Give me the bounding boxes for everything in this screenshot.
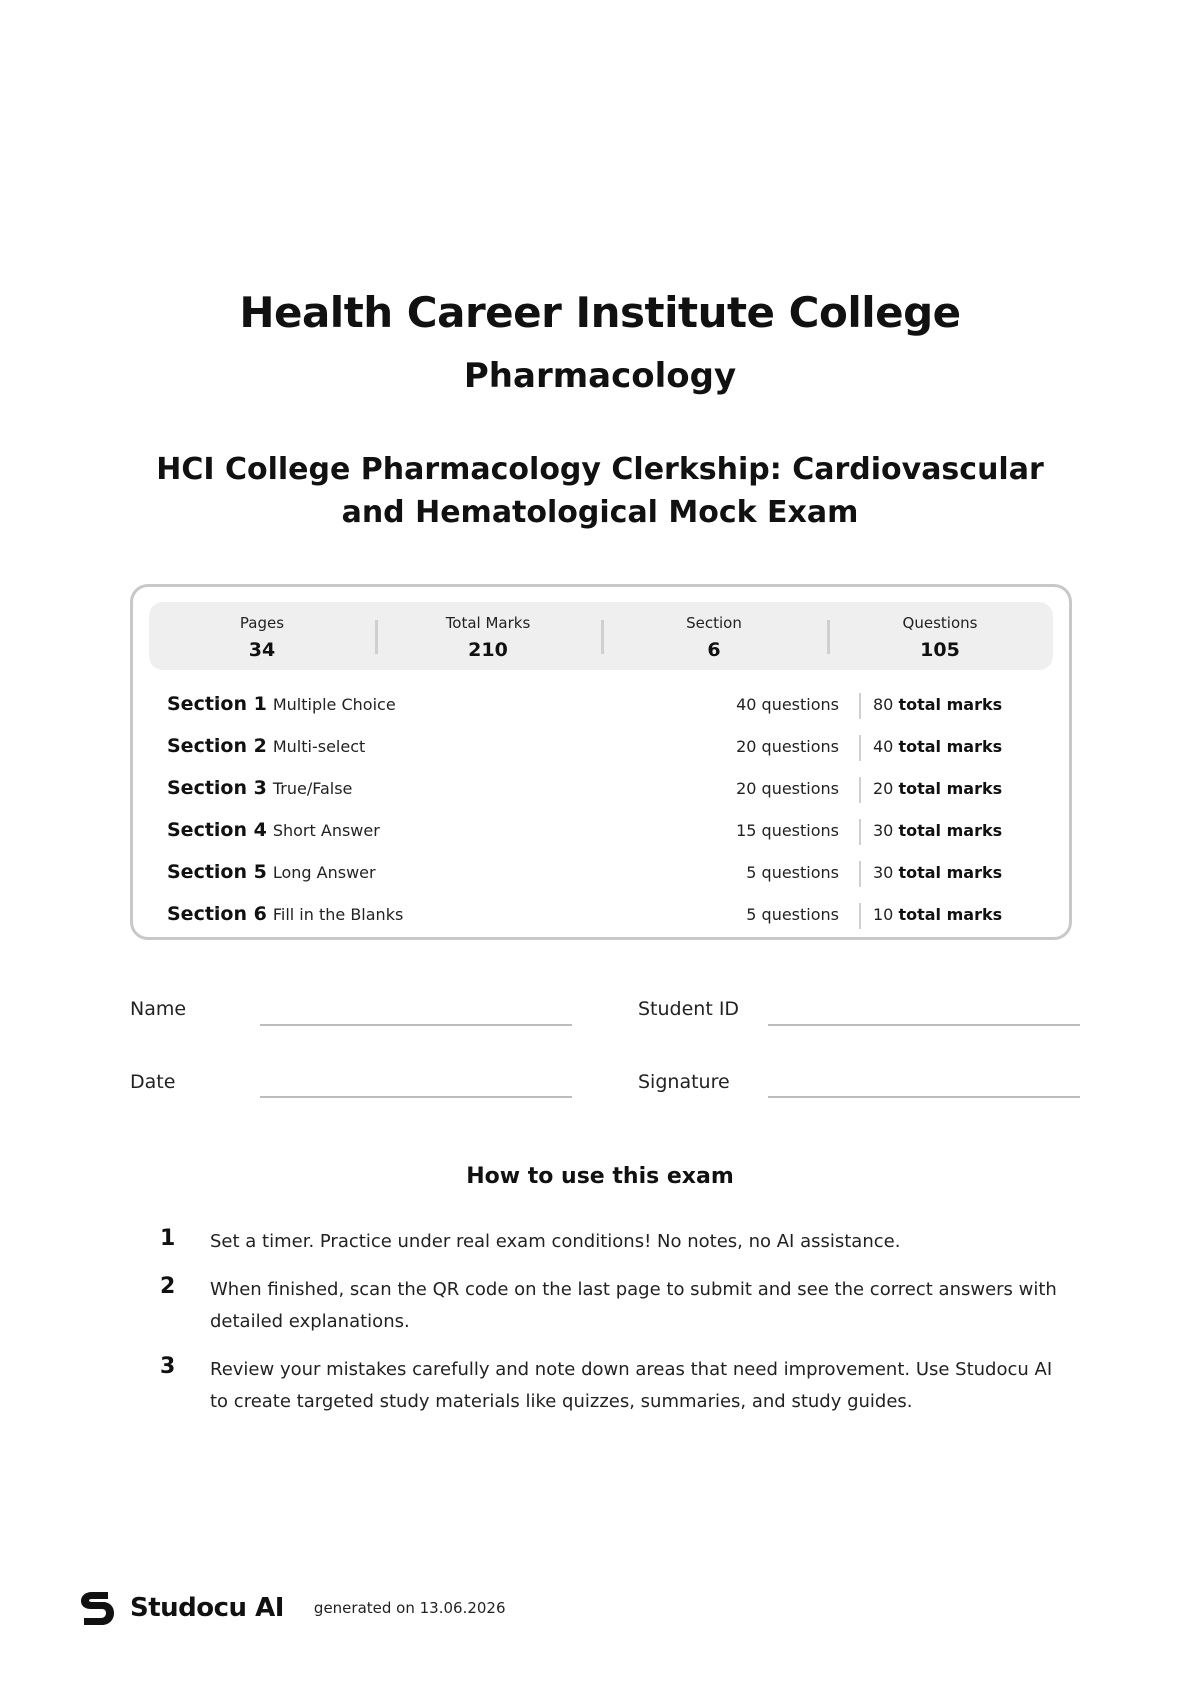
date-field-line[interactable] [260,1096,572,1098]
section-row [167,811,1045,853]
stat-total-marks [375,602,601,670]
date-field-label: Date [130,1071,176,1093]
section-marks-label: total marks [898,737,1003,756]
section-name: Section 6 [167,903,267,925]
studocu-logo-icon [78,1588,116,1628]
student-id-field-label: Student ID [638,998,740,1020]
exam-title: HCI College Pharmacology Clerkship: Cardiovascular and Hematological Mock Exam [156,452,1044,530]
section-divider [859,903,861,929]
step-number: 1 [160,1226,176,1251]
section-marks-label: total marks [898,863,1003,882]
section-marks-label: total marks [898,821,1003,840]
section-row [167,769,1045,811]
section-questions: 20 questions [736,737,839,756]
stat-section [601,602,827,670]
section-questions: 40 questions [736,695,839,714]
section-type: True/False [272,779,353,798]
section-list [167,685,1045,937]
student-id-field-line[interactable] [768,1024,1080,1026]
stat-label: Section [686,614,742,632]
name-field-line[interactable] [260,1024,572,1026]
section-type: Short Answer [272,821,380,840]
section-row [167,685,1045,727]
step-number: 2 [160,1274,176,1299]
section-row [167,727,1045,769]
section-row [167,895,1045,937]
section-marks-value: 30 [873,863,894,882]
stat-pages [149,602,375,670]
section-type: Multi-select [272,737,366,756]
step-text: When finished, scan the QR code on the last page to submit and see the correct answers with detailed explanations. [210,1279,1057,1332]
section-divider [859,735,861,761]
section-marks-label: total marks [898,905,1003,924]
section-name: Section 3 [167,777,267,799]
generated-date: generated on 13.06.2026 [313,1599,506,1617]
footer [78,1586,506,1630]
section-name: Section 4 [167,819,267,841]
stat-value: 34 [248,639,276,661]
section-marks-value: 10 [873,905,894,924]
section-name: Section 5 [167,861,267,883]
instructions-title: How to use this exam [466,1164,734,1189]
signature-field-label: Signature [638,1071,730,1093]
step-number: 3 [160,1354,176,1379]
section-questions: 15 questions [736,821,839,840]
signature-field-line[interactable] [768,1096,1080,1098]
subject-title: Pharmacology [463,356,737,396]
stat-questions [827,602,1053,670]
section-marks-label: total marks [898,779,1003,798]
stats-bar [149,602,1053,670]
brand-name: Studocu AI [130,1593,284,1623]
section-divider [859,693,861,719]
section-divider [859,861,861,887]
step-text: Set a timer. Practice under real exam conditions! No notes, no AI assistance. [210,1231,901,1252]
section-marks-value: 80 [873,695,894,714]
stat-label: Total Marks [445,614,531,632]
section-row [167,853,1045,895]
institution-title: Health Career Institute College [239,288,961,337]
stat-label: Questions [902,614,978,632]
section-type: Multiple Choice [272,695,396,714]
stat-value: 6 [707,639,721,661]
stat-value: 105 [920,639,960,661]
stat-value: 210 [468,639,508,661]
section-marks-value: 40 [873,737,894,756]
stat-label: Pages [239,614,285,632]
section-marks-value: 30 [873,821,894,840]
section-name: Section 1 [167,693,267,715]
name-field-label: Name [130,998,187,1020]
section-marks-label: total marks [898,695,1003,714]
section-divider [859,777,861,803]
section-type: Long Answer [272,863,376,882]
exam-summary-card [130,584,1072,940]
section-divider [859,819,861,845]
section-name: Section 2 [167,735,267,757]
section-marks-value: 20 [873,779,894,798]
section-type: Fill in the Blanks [272,905,404,924]
section-questions: 20 questions [736,779,839,798]
section-questions: 5 questions [746,863,839,882]
step-text: Review your mistakes carefully and note down areas that need improvement. Use Studocu AI to create targeted study materials like quizzes, summaries, and study guides. [210,1359,1053,1412]
section-questions: 5 questions [746,905,839,924]
